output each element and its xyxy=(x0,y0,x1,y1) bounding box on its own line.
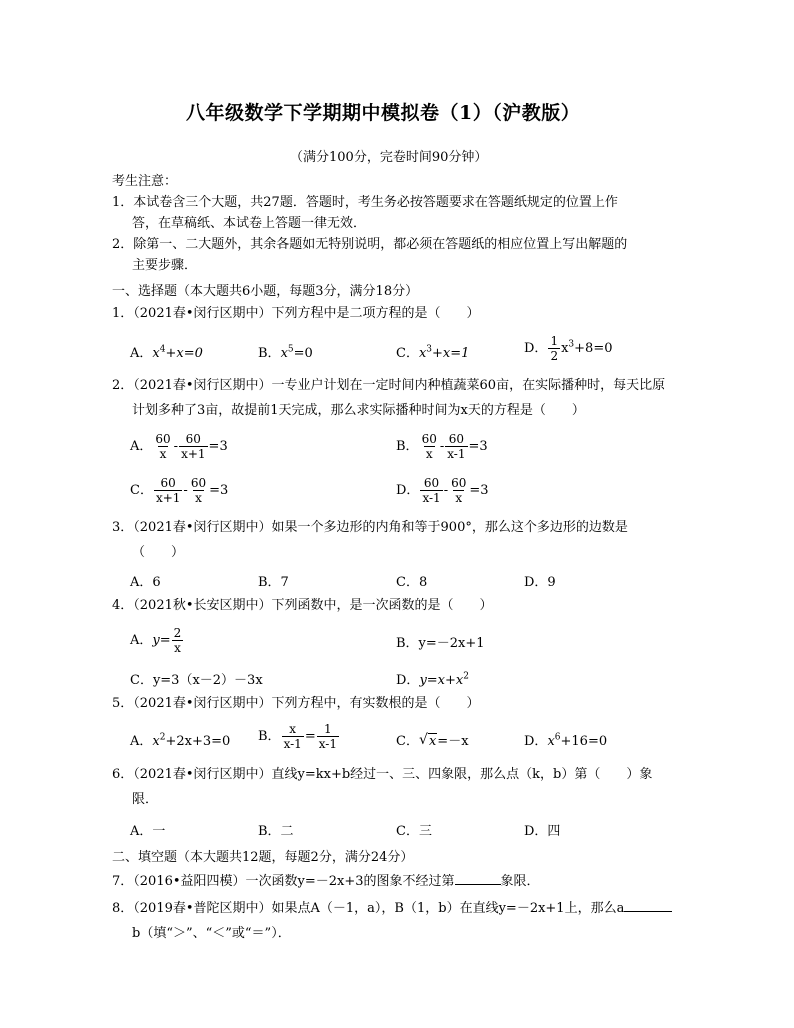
question-6-option-c[interactable]: C．三 xyxy=(396,824,432,839)
equals-sign: = xyxy=(304,729,316,744)
numerator: 1 xyxy=(550,334,559,348)
option-label: A． xyxy=(130,439,153,454)
exponent: 5 xyxy=(287,344,294,355)
question-3-option-c[interactable]: C．8 xyxy=(396,575,428,590)
section-2-heading: 二、填空题（本大题共12题，每题2分，满分24分） xyxy=(112,850,414,865)
denominator: x xyxy=(455,491,463,505)
option-label: D． xyxy=(524,734,548,749)
fraction xyxy=(420,432,439,461)
denominator: 2 xyxy=(550,349,559,363)
question-5-option-d[interactable] xyxy=(524,730,607,749)
numerator: 60 xyxy=(448,432,465,446)
minus-sign: - xyxy=(183,483,188,498)
page-title: 八年级数学下学期期中模拟卷（1）（沪教版） xyxy=(186,102,581,124)
numerator: x xyxy=(289,722,297,736)
denominator: x-1 xyxy=(318,737,337,751)
exponent: 3 xyxy=(568,339,575,350)
page-subtitle: （满分100分，完卷时间90分钟） xyxy=(290,150,488,165)
math-text: y=x+x xyxy=(419,673,464,688)
question-6-line-2: 限． xyxy=(132,792,159,807)
question-6-option-d[interactable]: D．四 xyxy=(524,824,561,839)
question-4-option-a[interactable] xyxy=(130,626,184,655)
minus-sign: - xyxy=(173,439,179,454)
exponent: 6 xyxy=(554,732,561,743)
question-5-option-c[interactable] xyxy=(396,730,469,749)
question-4-option-c[interactable]: C．y=3（x－2）－3x xyxy=(130,673,263,688)
question-3-line-2: （ ） xyxy=(132,545,185,560)
fraction xyxy=(317,722,339,751)
option-label: C． xyxy=(130,483,153,498)
answer-blank[interactable] xyxy=(455,872,501,885)
question-7-text: 7．（2016•益阳四模）一次函数y=－2x+3的图象不经过第 xyxy=(112,874,455,889)
fraction xyxy=(153,432,172,461)
notice-item-2-cont: 主要步骤． xyxy=(132,258,198,273)
math-text: =0 xyxy=(293,346,313,361)
option-label: A． xyxy=(130,346,153,361)
notice-item-1: 1．本试卷含三个大题，共27题．答题时，考生务必按答题要求在答题纸规定的位置上作 xyxy=(112,195,618,210)
numerator: 60 xyxy=(185,432,201,446)
exponent: 3 xyxy=(426,344,433,355)
question-5-option-a[interactable] xyxy=(130,730,230,749)
fraction xyxy=(445,432,467,461)
math-text: +8=0 xyxy=(574,341,613,356)
question-8-line-2: b（填“＞”、“＜”或“＝”）． xyxy=(132,926,291,941)
question-7 xyxy=(112,872,540,892)
question-3-line-1: 3．（2021春•闵行区期中）如果一个多边形的内角和等于900°，那么这个多边形的边数是 xyxy=(112,520,628,535)
denominator: x xyxy=(425,447,433,461)
numerator: 60 xyxy=(155,432,171,446)
math-text: x xyxy=(547,734,555,749)
math-text: =3 xyxy=(468,439,488,454)
question-1-stem: 1．（2021春•闵行区期中）下列方程中是二项方程的是（ ） xyxy=(112,306,480,321)
numerator: 1 xyxy=(324,722,332,736)
denominator: x xyxy=(174,641,181,655)
fraction xyxy=(282,722,304,751)
math-text: =3 xyxy=(209,483,229,498)
math-text: =－x xyxy=(437,734,469,749)
question-1-option-d[interactable] xyxy=(524,334,612,363)
question-2-line-2: 计划多种了3亩，故提前1天完成，那么求实际播种时间为x天的方程是（ ） xyxy=(132,403,585,418)
option-label: B． xyxy=(258,346,281,361)
math-text: x xyxy=(561,341,569,356)
fraction xyxy=(154,476,182,505)
math-text: x xyxy=(152,734,160,749)
question-7-text-end: 象限． xyxy=(500,874,540,889)
option-label: D． xyxy=(396,483,420,498)
option-label: C． xyxy=(396,734,419,749)
math-text: =3 xyxy=(469,483,489,498)
denominator: x xyxy=(195,491,202,505)
option-label: D． xyxy=(524,341,548,356)
math-text: y= xyxy=(152,633,171,648)
option-label: B． xyxy=(258,729,281,744)
math-text: +x=1 xyxy=(432,346,470,361)
math-text: x xyxy=(418,346,427,361)
minus-sign: - xyxy=(443,483,449,498)
denominator: x+1 xyxy=(181,447,206,461)
fraction xyxy=(189,476,208,505)
fraction xyxy=(172,626,184,655)
radicand: x xyxy=(428,734,437,749)
question-3-option-d[interactable]: D．9 xyxy=(524,575,556,590)
denominator: x-1 xyxy=(422,491,441,505)
math-text: x xyxy=(280,346,288,361)
fraction xyxy=(449,476,468,505)
notice-item-1-cont: 答，在草稿纸、本试卷上答题一律无效． xyxy=(132,216,367,231)
notice-heading: 考生注意： xyxy=(112,174,178,189)
question-3-option-a[interactable]: A．6 xyxy=(130,575,161,590)
exponent: 4 xyxy=(159,344,166,355)
numerator: 60 xyxy=(160,476,176,490)
denominator: x+1 xyxy=(155,491,181,505)
question-1-option-b[interactable] xyxy=(258,342,313,361)
math-text: +x=0 xyxy=(165,346,203,361)
question-2-option-b[interactable] xyxy=(396,432,488,461)
denominator: x-1 xyxy=(283,737,302,751)
fraction xyxy=(420,476,442,505)
option-label: A． xyxy=(130,734,153,749)
math-text: =3 xyxy=(208,439,228,454)
math-text: x xyxy=(152,346,160,361)
option-label: B． xyxy=(396,439,419,454)
minus-sign: - xyxy=(439,439,445,454)
numerator: 60 xyxy=(451,476,467,490)
math-text: +16=0 xyxy=(560,734,608,749)
question-4-option-d[interactable] xyxy=(396,669,469,688)
exponent: 2 xyxy=(159,732,166,743)
numerator: 2 xyxy=(173,626,182,640)
question-3-option-b[interactable]: B．7 xyxy=(258,575,289,590)
question-4-option-b[interactable]: B．y=－2x+1 xyxy=(396,636,485,651)
option-label: D． xyxy=(396,673,420,688)
question-1-option-a[interactable] xyxy=(130,342,203,361)
question-8-line-1 xyxy=(112,899,672,919)
option-label: A． xyxy=(130,633,153,648)
question-5-stem: 5．（2021春•闵行区期中）下列方程中，有实数根的是（ ） xyxy=(112,696,480,711)
exponent: 2 xyxy=(463,671,469,682)
question-6-option-b[interactable]: B．二 xyxy=(258,824,294,839)
denominator: x xyxy=(159,447,167,461)
question-2-option-d[interactable] xyxy=(396,476,489,505)
fraction xyxy=(548,334,560,363)
question-1-option-c[interactable] xyxy=(396,342,469,361)
math-text: +2x+3=0 xyxy=(165,734,231,749)
question-2-line-1: 2．（2021春•闵行区期中）一专业户计划在一定时间内种植蔬菜60亩，在实际播种时，每天比原 xyxy=(112,378,666,393)
question-4-stem: 4．（2021秋•长安区期中）下列函数中，是一次函数的是（ ） xyxy=(112,598,493,613)
denominator: x-1 xyxy=(447,447,466,461)
question-6-line-1: 6．（2021春•闵行区期中）直线y=kx+b经过一、三、四象限，那么点（k，b）第（ ）象 xyxy=(112,767,653,782)
square-root xyxy=(419,734,437,749)
question-2-option-a[interactable] xyxy=(130,432,228,461)
answer-blank[interactable] xyxy=(624,899,672,912)
question-6-option-a[interactable]: A．一 xyxy=(130,824,166,839)
numerator: 60 xyxy=(423,476,440,490)
notice-item-2: 2．除第一、二大题外，其余各题如无特别说明，都必须在答题纸的相应位置上写出解题的 xyxy=(112,237,628,252)
option-label: C． xyxy=(396,346,419,361)
question-2-option-c[interactable] xyxy=(130,476,228,505)
fraction xyxy=(179,432,207,461)
question-8-text: 8．（2019春•普陀区期中）如果点A（－1，a），B（1，b）在直线y=－2x+1上，那么a xyxy=(112,901,625,916)
radical-sign-icon: √ xyxy=(418,732,428,748)
question-5-option-b[interactable] xyxy=(258,722,340,751)
numerator: 60 xyxy=(190,476,207,490)
numerator: 60 xyxy=(421,432,437,446)
section-1-heading: 一、选择题（本大题共6小题，每题3分，满分18分） xyxy=(112,284,419,299)
